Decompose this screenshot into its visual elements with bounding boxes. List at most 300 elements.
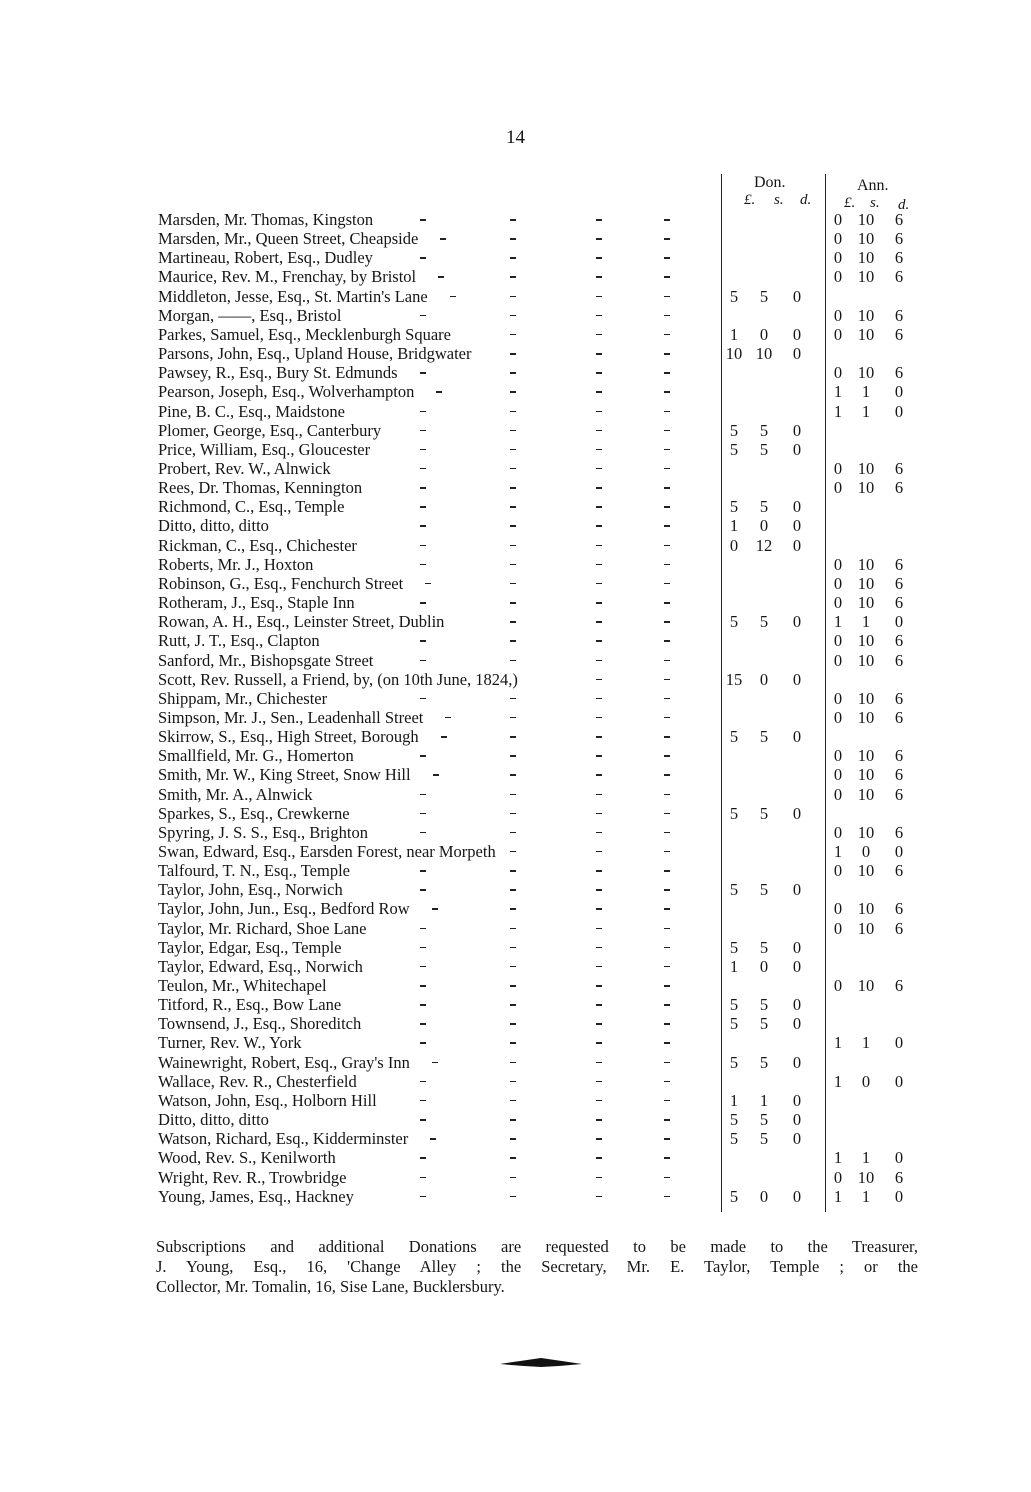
- leader-dash: [510, 774, 516, 776]
- leader-dash: [510, 660, 516, 662]
- annual-pence: 0: [894, 1071, 904, 1091]
- donation-pounds: 10: [725, 344, 743, 363]
- table-row: [0, 459, 1031, 478]
- leader-dash: [596, 755, 602, 757]
- leader-dash: [596, 238, 602, 240]
- annual-pence: 0: [894, 401, 904, 421]
- annual-shillings: 10: [857, 688, 875, 708]
- leader-dash: [420, 525, 426, 527]
- leader-dash: [510, 334, 516, 336]
- leader-dash: [450, 296, 456, 298]
- donation-pounds: 5: [729, 612, 739, 632]
- table-row: [0, 631, 1031, 650]
- donation-shillings: 5: [759, 803, 769, 823]
- donation-pence: 0: [792, 324, 802, 344]
- donation-pounds: 5: [729, 497, 739, 517]
- subscriber-name: Young, James, Esq., Hackney: [158, 1186, 354, 1206]
- annual-pence: 0: [894, 1186, 904, 1206]
- donation-shillings: 0: [759, 1186, 769, 1206]
- leader-dashes: [158, 746, 718, 765]
- subscription-note-line: Collector, Mr. Tomalin, 16, Sise Lane, Bucklersbury.: [156, 1277, 505, 1296]
- donation-pounds: 5: [729, 1110, 739, 1129]
- annual-pounds: 0: [833, 861, 843, 881]
- leader-dash: [420, 257, 426, 259]
- donation-pounds: 5: [729, 1052, 739, 1072]
- table-row: [0, 765, 1031, 784]
- leader-dash: [664, 1062, 670, 1064]
- leader-dash: [664, 1196, 670, 1198]
- annual-shillings: 10: [857, 458, 875, 478]
- leader-dash: [441, 736, 447, 738]
- donation-pence: 0: [792, 1186, 802, 1206]
- annual-pence: 6: [894, 363, 904, 383]
- annual-pounds: 0: [833, 458, 843, 478]
- subscriber-name: Scott, Rev. Russell, a Friend, by, (on 10th June, 1824,): [158, 669, 518, 689]
- table-row: [0, 363, 1031, 382]
- table-row: [0, 421, 1031, 440]
- leader-dash: [596, 908, 602, 910]
- leader-dashes: [158, 363, 718, 382]
- leader-dash: [510, 1119, 516, 1121]
- leader-dash: [596, 257, 602, 259]
- leader-dash: [596, 736, 602, 738]
- leader-dashes: [158, 1014, 718, 1033]
- leader-dash: [664, 487, 670, 489]
- leader-dash: [664, 1023, 670, 1025]
- leader-dash: [440, 238, 446, 240]
- subscriber-name: Spyring, J. S. S., Esq., Brighton: [158, 822, 368, 842]
- annual-shillings: 10: [857, 784, 875, 804]
- subscriber-name: Skirrow, S., Esq., High Street, Borough: [158, 727, 419, 746]
- donation-pounds: 15: [725, 669, 743, 689]
- annual-shillings: 10: [857, 899, 875, 919]
- leader-dashes: [158, 631, 718, 650]
- table-row: [0, 823, 1031, 842]
- donation-pounds: 5: [729, 420, 739, 440]
- annual-pounds: 0: [833, 765, 843, 785]
- leader-dash: [510, 257, 516, 259]
- table-row: [0, 574, 1031, 593]
- table-row: [0, 382, 1031, 401]
- annual-shillings: 1: [861, 1186, 871, 1206]
- subscription-note: [156, 1237, 918, 1297]
- subscriber-name: Taylor, Edward, Esq., Norwich: [158, 956, 363, 976]
- leader-dash: [596, 602, 602, 604]
- annual-pence: 0: [894, 612, 904, 632]
- leader-dash: [510, 755, 516, 757]
- donation-pence: 0: [792, 669, 802, 689]
- annual-pounds: 1: [833, 612, 843, 632]
- leader-dash: [420, 1100, 426, 1102]
- leader-dash: [510, 1081, 516, 1083]
- leader-dash: [420, 1157, 426, 1159]
- annual-pence: 6: [894, 650, 904, 670]
- leader-dashes: [158, 957, 718, 976]
- annual-pounds: 1: [833, 1033, 843, 1053]
- leader-dashes: [158, 727, 718, 746]
- donation-pounds-unit: £.: [744, 192, 756, 208]
- leader-dash: [596, 334, 602, 336]
- leader-dash: [438, 276, 444, 278]
- leader-dash: [596, 870, 602, 872]
- leader-dashes: [158, 555, 718, 574]
- leader-dash: [432, 1062, 438, 1064]
- leader-dash: [596, 698, 602, 700]
- subscriber-name: Parsons, John, Esq., Upland House, Bridgwater: [158, 344, 472, 363]
- table-row: [0, 267, 1031, 286]
- annual-pounds: 0: [833, 305, 843, 325]
- table-row: [0, 1091, 1031, 1110]
- leader-dash: [510, 717, 516, 719]
- donation-pence: 0: [792, 880, 802, 900]
- annual-pounds: 0: [833, 573, 843, 593]
- donation-shillings: 5: [759, 1129, 769, 1149]
- leader-dash: [596, 315, 602, 317]
- leader-dashes: [158, 919, 718, 938]
- donation-pence: 0: [792, 956, 802, 976]
- leader-dash: [664, 813, 670, 815]
- donation-shillings: 5: [759, 1052, 769, 1072]
- leader-dashes: [158, 1033, 718, 1052]
- leader-dash: [510, 794, 516, 796]
- leader-dash: [664, 640, 670, 642]
- leader-dash: [510, 219, 516, 221]
- leader-dash: [596, 506, 602, 508]
- annual-pounds: 0: [833, 210, 843, 229]
- donation-shillings: 5: [759, 727, 769, 746]
- annual-pence: 0: [894, 1033, 904, 1053]
- subscriber-name: Richmond, C., Esq., Temple: [158, 497, 345, 517]
- leader-dash: [664, 372, 670, 374]
- subscriber-name: Teulon, Mr., Whitechapel: [158, 976, 327, 995]
- subscriber-name: Martineau, Robert, Esq., Dudley: [158, 248, 373, 268]
- table-row: [0, 708, 1031, 727]
- leader-dash: [596, 219, 602, 221]
- leader-dash: [664, 660, 670, 662]
- leader-dashes: [158, 497, 718, 516]
- leader-dash: [510, 564, 516, 566]
- leader-dash: [664, 545, 670, 547]
- leader-dash: [664, 794, 670, 796]
- table-row: [0, 899, 1031, 918]
- annual-shillings: 10: [857, 324, 875, 344]
- leader-dash: [664, 1157, 670, 1159]
- annual-shillings: 10: [857, 1167, 875, 1187]
- leader-dashes: [158, 1091, 718, 1110]
- leader-dash: [596, 679, 602, 681]
- donation-shillings: 1: [759, 1090, 769, 1110]
- leader-dash: [510, 1100, 516, 1102]
- annual-pounds: 0: [833, 1167, 843, 1187]
- leader-dash: [420, 564, 426, 566]
- annual-shillings: 10: [857, 248, 875, 268]
- donation-shillings: 12: [755, 535, 773, 555]
- annual-pence: 6: [894, 631, 904, 651]
- leader-dashes: [158, 210, 718, 229]
- subscriber-name: Pine, B. C., Esq., Maidstone: [158, 401, 346, 421]
- leader-dash: [420, 219, 426, 221]
- leader-dash: [510, 621, 516, 623]
- annual-pence: 6: [894, 822, 904, 842]
- leader-dashes: [158, 976, 718, 995]
- leader-dash: [510, 889, 516, 891]
- leader-dash: [596, 583, 602, 585]
- table-row: [0, 938, 1031, 957]
- leader-dash: [510, 1138, 516, 1140]
- leader-dashes: [158, 1148, 718, 1167]
- leader-dash: [420, 1196, 426, 1198]
- subscriber-name: Pawsey, R., Esq., Bury St. Edmunds: [158, 363, 398, 383]
- annual-shillings-unit: s.: [870, 195, 880, 211]
- leader-dashes: [158, 325, 718, 344]
- leader-dash: [510, 813, 516, 815]
- annual-shillings: 10: [857, 210, 875, 229]
- leader-dashes: [158, 267, 718, 286]
- leader-dash: [420, 640, 426, 642]
- leader-dash: [596, 545, 602, 547]
- leader-dashes: [158, 842, 718, 861]
- subscriber-name: Plomer, George, Esq., Canterbury: [158, 420, 382, 440]
- leader-dash: [420, 870, 426, 872]
- annual-pence: 6: [894, 267, 904, 287]
- annual-pence: 6: [894, 573, 904, 593]
- leader-dash: [420, 813, 426, 815]
- leader-dash: [510, 468, 516, 470]
- annual-shillings: 0: [861, 1071, 871, 1091]
- leader-dash: [420, 545, 426, 547]
- leader-dash: [420, 889, 426, 891]
- leader-dashes: [158, 804, 718, 823]
- annual-pence: 6: [894, 210, 904, 229]
- annual-shillings: 1: [861, 1033, 871, 1053]
- table-row: [0, 287, 1031, 306]
- annual-pounds: 1: [833, 1186, 843, 1206]
- subscriber-name: Smallfield, Mr. G., Homerton: [158, 746, 354, 766]
- leader-dash: [596, 1081, 602, 1083]
- annual-pounds: 0: [833, 918, 843, 938]
- annual-pounds: 0: [833, 899, 843, 919]
- leader-dash: [436, 391, 442, 393]
- table-row: [0, 1014, 1031, 1033]
- subscriber-name: Taylor, John, Esq., Norwich: [158, 880, 343, 900]
- donation-shillings: 0: [759, 669, 769, 689]
- annual-pounds: 1: [833, 1071, 843, 1091]
- leader-dash: [510, 1196, 516, 1198]
- subscriber-name: Townsend, J., Esq., Shoreditch: [158, 1014, 362, 1034]
- leader-dash: [596, 1023, 602, 1025]
- leader-dash: [420, 755, 426, 757]
- leader-dash: [510, 238, 516, 240]
- leader-dash: [432, 908, 438, 910]
- subscriber-name: Marsden, Mr. Thomas, Kingston: [158, 210, 374, 229]
- leader-dash: [510, 736, 516, 738]
- leader-dashes: [158, 478, 718, 497]
- leader-dash: [420, 928, 426, 930]
- leader-dash: [596, 832, 602, 834]
- donation-pounds: 1: [729, 956, 739, 976]
- leader-dash: [664, 1177, 670, 1179]
- donation-pounds: 5: [729, 727, 739, 746]
- donation-column-heading: Don.: [754, 174, 786, 191]
- annual-shillings: 10: [857, 478, 875, 498]
- donation-pence-unit: d.: [800, 192, 812, 208]
- subscriber-name: Rickman, C., Esq., Chichester: [158, 535, 357, 555]
- leader-dashes: [158, 1053, 718, 1072]
- annual-shillings: 10: [857, 976, 875, 995]
- leader-dash: [510, 296, 516, 298]
- leader-dash: [420, 947, 426, 949]
- leader-dash: [510, 411, 516, 413]
- subscriber-name: Pearson, Joseph, Esq., Wolverhampton: [158, 382, 415, 402]
- leader-dash: [664, 1100, 670, 1102]
- annual-pounds: 0: [833, 688, 843, 708]
- annual-pounds: 0: [833, 650, 843, 670]
- leader-dash: [664, 966, 670, 968]
- annual-pounds: 1: [833, 401, 843, 421]
- leader-dashes: [158, 248, 718, 267]
- annual-pounds: 0: [833, 976, 843, 995]
- subscriber-name: Rowan, A. H., Esq., Leinster Street, Dublin: [158, 612, 445, 632]
- leader-dash: [596, 966, 602, 968]
- annual-shillings: 10: [857, 631, 875, 651]
- leader-dash: [664, 621, 670, 623]
- leader-dash: [510, 908, 516, 910]
- leader-dash: [420, 966, 426, 968]
- leader-dash: [420, 1004, 426, 1006]
- table-row: [0, 804, 1031, 823]
- annual-shillings: 1: [861, 401, 871, 421]
- leader-dash: [420, 468, 426, 470]
- table-row: [0, 536, 1031, 555]
- leader-dash: [425, 583, 431, 585]
- leader-dash: [510, 1157, 516, 1159]
- ornament-rule: [500, 1355, 582, 1369]
- annual-shillings: 1: [861, 1148, 871, 1168]
- leader-dashes: [158, 823, 718, 842]
- donation-pounds: 1: [729, 1090, 739, 1110]
- table-row: [0, 842, 1031, 861]
- donation-shillings: 5: [759, 1014, 769, 1034]
- annual-pence: 6: [894, 305, 904, 325]
- leader-dash: [664, 583, 670, 585]
- donation-shillings: 0: [759, 516, 769, 536]
- subscriber-name: Marsden, Mr., Queen Street, Cheapside: [158, 229, 419, 249]
- donation-pounds: 1: [729, 324, 739, 344]
- annual-pounds: 0: [833, 267, 843, 287]
- leader-dash: [664, 468, 670, 470]
- leader-dashes: [158, 459, 718, 478]
- leader-dash: [664, 1042, 670, 1044]
- leader-dash: [510, 851, 516, 853]
- leader-dash: [420, 698, 426, 700]
- leader-dash: [420, 506, 426, 508]
- leader-dash: [420, 985, 426, 987]
- annual-shillings: 10: [857, 822, 875, 842]
- leader-dash: [510, 583, 516, 585]
- annual-pence: 6: [894, 458, 904, 478]
- subscriber-name: Sanford, Mr., Bishopsgate Street: [158, 650, 374, 670]
- annual-shillings: 10: [857, 229, 875, 249]
- annual-pounds: 0: [833, 229, 843, 249]
- leader-dashes: [158, 861, 718, 880]
- subscriber-name: Ditto, ditto, ditto: [158, 516, 269, 536]
- leader-dash: [596, 564, 602, 566]
- subscriber-name: Price, William, Esq., Gloucester: [158, 439, 371, 459]
- leader-dash: [664, 755, 670, 757]
- annual-pounds: 0: [833, 363, 843, 383]
- subscriber-name: Titford, R., Esq., Bow Lane: [158, 995, 342, 1015]
- leader-dashes: [158, 689, 718, 708]
- leader-dashes: [158, 938, 718, 957]
- leader-dash: [664, 506, 670, 508]
- table-row: [0, 995, 1031, 1014]
- leader-dashes: [158, 612, 718, 631]
- table-row: [0, 1053, 1031, 1072]
- leader-dash: [420, 660, 426, 662]
- donation-shillings: 5: [759, 612, 769, 632]
- leader-dash: [420, 1119, 426, 1121]
- leader-dash: [596, 717, 602, 719]
- annual-pounds: 0: [833, 822, 843, 842]
- annual-pence-unit: d.: [898, 197, 910, 213]
- donation-pence: 0: [792, 1014, 802, 1034]
- annual-shillings: 10: [857, 305, 875, 325]
- leader-dash: [510, 487, 516, 489]
- table-row: [0, 785, 1031, 804]
- leader-dash: [510, 947, 516, 949]
- annual-pence: 6: [894, 746, 904, 766]
- annual-shillings: 1: [861, 612, 871, 632]
- leader-dash: [596, 391, 602, 393]
- annual-pence: 6: [894, 324, 904, 344]
- leader-dash: [420, 449, 426, 451]
- donation-pence: 0: [792, 803, 802, 823]
- table-row: [0, 727, 1031, 746]
- leader-dash: [510, 928, 516, 930]
- leader-dash: [596, 621, 602, 623]
- leader-dash: [664, 985, 670, 987]
- table-row: [0, 1033, 1031, 1052]
- table-row: [0, 344, 1031, 363]
- leader-dash: [596, 813, 602, 815]
- annual-shillings: 1: [861, 382, 871, 402]
- subscriber-name: Wainewright, Robert, Esq., Gray's Inn: [158, 1052, 410, 1072]
- leader-dash: [510, 1042, 516, 1044]
- subscriber-name: Smith, Mr. W., King Street, Snow Hill: [158, 765, 411, 785]
- annual-pence: 0: [894, 382, 904, 402]
- donation-shillings: 5: [759, 995, 769, 1015]
- subscriber-name: Rees, Dr. Thomas, Kennington: [158, 478, 363, 498]
- donation-pence: 0: [792, 995, 802, 1015]
- table-row: [0, 976, 1031, 995]
- annual-pounds: 0: [833, 707, 843, 727]
- leader-dash: [596, 851, 602, 853]
- leader-dash: [510, 640, 516, 642]
- leader-dash: [664, 411, 670, 413]
- annual-shillings: 10: [857, 707, 875, 727]
- annual-pence: 6: [894, 593, 904, 612]
- leader-dashes: [158, 536, 718, 555]
- leader-dash: [420, 1081, 426, 1083]
- donation-shillings: 0: [759, 956, 769, 976]
- donation-shillings: 0: [759, 324, 769, 344]
- annual-pence: 6: [894, 248, 904, 268]
- annual-pounds: 0: [833, 478, 843, 498]
- donation-pence: 0: [792, 420, 802, 440]
- leader-dash: [596, 1196, 602, 1198]
- table-row: [0, 440, 1031, 459]
- annual-pence: 0: [894, 841, 904, 861]
